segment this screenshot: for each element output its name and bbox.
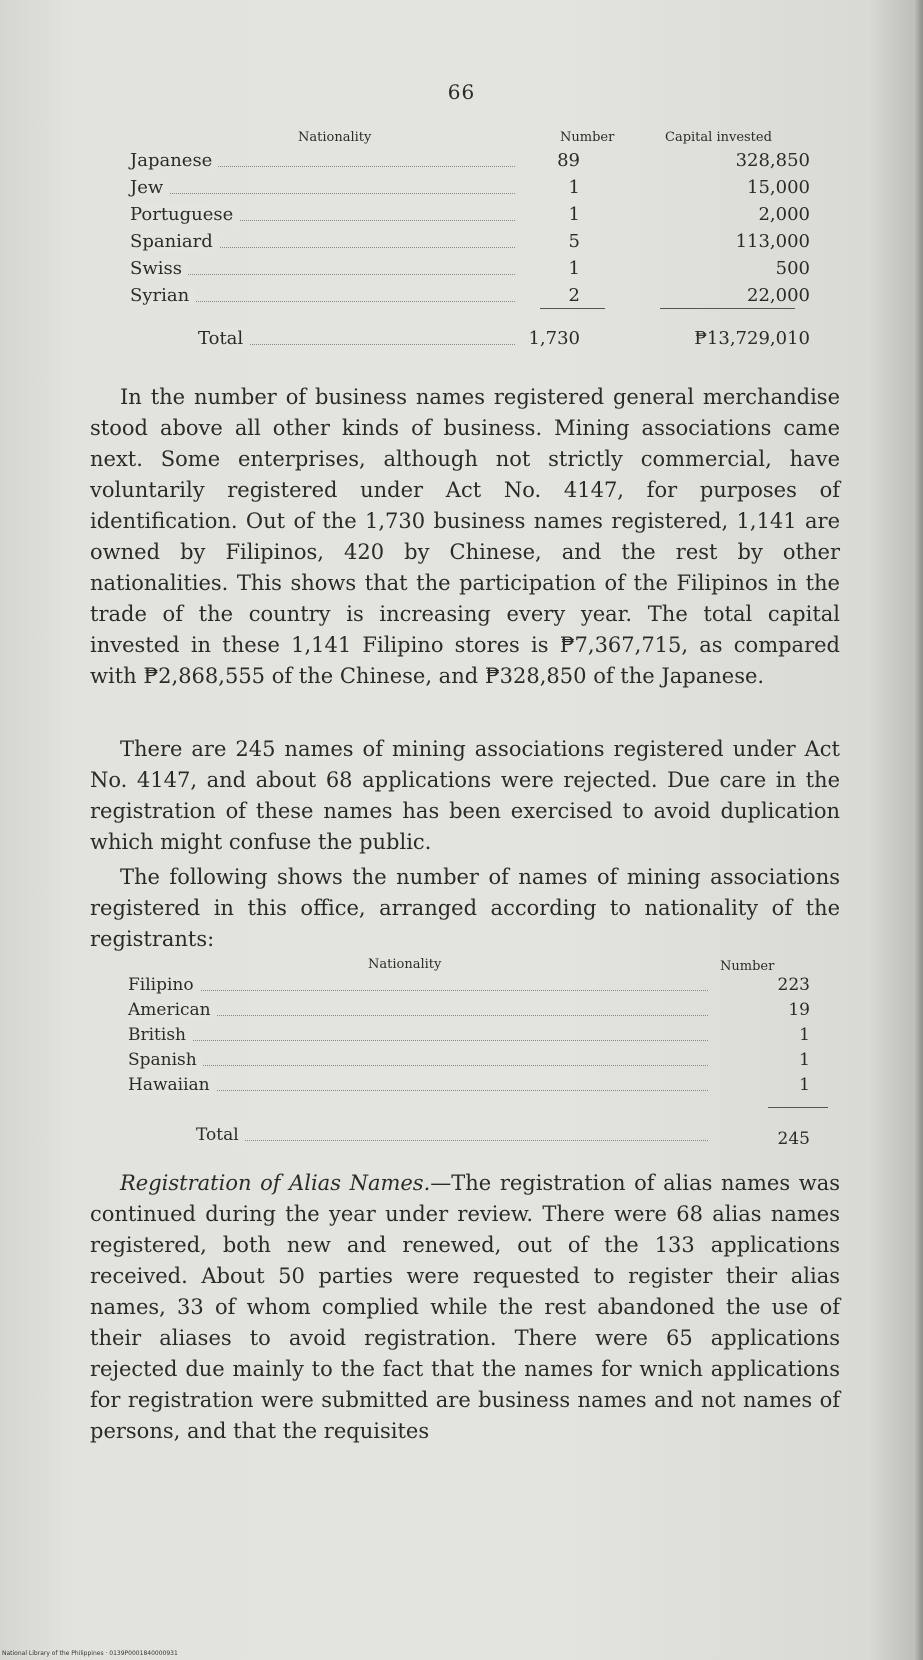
header-capital-invested: Capital invested	[665, 130, 772, 145]
table-row	[128, 1025, 818, 1050]
page-edge-shadow	[913, 0, 923, 1660]
table-row	[130, 258, 820, 285]
row-capital: 113,000	[735, 231, 810, 252]
page-number: 66	[447, 80, 476, 104]
table-total-row	[128, 1125, 818, 1152]
row-nationality: British	[128, 1025, 192, 1045]
mining-associations-table	[128, 955, 818, 1149]
paragraph-alias-names	[90, 1168, 840, 1447]
row-number: 1	[799, 1025, 810, 1045]
row-number: 1	[568, 204, 580, 225]
row-nationality: Filipino	[128, 975, 200, 995]
row-nationality: Jew	[130, 177, 169, 198]
row-nationality: Portuguese	[130, 204, 239, 225]
row-capital: 500	[775, 258, 810, 279]
row-capital: 22,000	[747, 285, 810, 306]
row-number: 1	[799, 1075, 810, 1095]
total-capital: ₱13,729,010	[694, 328, 810, 349]
row-number: 89	[557, 150, 580, 171]
table-header	[128, 955, 818, 975]
total-number: 1,730	[528, 328, 580, 349]
paragraph-business-names: In the number of business names registered general merchandise stood above all other kinds of business. Mining associations came next. Some enterprises, although not strictly commercial, have voluntarily registered under Act No. 4147, for purposes of identification. Out of the 1,730 business names registered, 1,141 are owned by Filipinos, 420 by Chinese, and the rest by other nationalities. This shows that the participation of the Filipinos in the trade of the country is increasing every year. The total capital invested in these 1,141 Filipino stores is ₱7,367,715, as compared with ₱2,868,555 of the Chinese, and ₱328,850 of the Japanese.	[90, 385, 840, 688]
capital-total-rule	[660, 308, 795, 309]
row-capital: 2,000	[758, 204, 810, 225]
business-names-table	[130, 130, 820, 349]
row-nationality: Syrian	[130, 285, 195, 306]
number-total-rule	[540, 308, 605, 309]
table-row	[130, 177, 820, 204]
header-nationality: Nationality	[368, 957, 442, 972]
paragraph-mining-table-intro: The following shows the number of names of mining associations registered in this office, arranged according to nationality of the registrants:	[90, 865, 840, 951]
row-nationality: Spaniard	[130, 231, 219, 252]
table-row	[128, 975, 818, 1000]
table-row	[130, 204, 820, 231]
total-label: Total	[196, 1125, 245, 1145]
table-header	[130, 130, 820, 150]
total-label: Total	[198, 328, 249, 349]
row-nationality: Hawaiian	[128, 1075, 216, 1095]
header-nationality: Nationality	[298, 130, 372, 145]
row-number: 1	[568, 177, 580, 198]
row-nationality: Swiss	[130, 258, 188, 279]
row-nationality: Spanish	[128, 1050, 203, 1070]
row-number: 1	[799, 1050, 810, 1070]
section-heading-alias-names: Registration of Alias Names.	[120, 1171, 431, 1195]
paragraph-alias-body: —The registration of alias names was continued during the year under review. There were 68 alias names registered, both new and renewed, out of the 133 applications received. About 50 parties were requested to register their alias names, 33 of whom complied while the rest abandoned the use of their aliases to avoid registration. There were 65 applications rejected due mainly to the fact that the names for wnich applications for registration were submitted are business names and not names of persons, and that the requisites	[90, 1171, 840, 1443]
row-number: 19	[788, 1000, 810, 1020]
row-number: 2	[568, 285, 580, 306]
header-number: Number	[560, 130, 615, 145]
table-row	[130, 231, 820, 258]
row-capital: 15,000	[747, 177, 810, 198]
table-row	[128, 1050, 818, 1075]
paragraph-mining-associations: There are 245 names of mining associations registered under Act No. 4147, and about 68 applications were rejected. Due care in the registration of these names has been exercised to avoid duplication which might confuse the public.	[90, 737, 840, 854]
total-number: 245	[777, 1129, 810, 1149]
table-row	[130, 150, 820, 177]
header-number: Number	[720, 959, 775, 974]
row-number: 223	[777, 975, 810, 995]
row-nationality: Japanese	[130, 150, 218, 171]
row-number: 5	[568, 231, 580, 252]
table-row	[128, 1075, 818, 1100]
number-total-rule	[768, 1107, 828, 1108]
scan-footer-credit: National Library of the Philippines · 0139P0001840000931	[2, 1650, 178, 1657]
row-number: 1	[568, 258, 580, 279]
row-nationality: American	[128, 1000, 217, 1020]
table-row	[128, 1000, 818, 1025]
table-total-row	[130, 328, 820, 355]
row-capital: 328,850	[735, 150, 810, 171]
